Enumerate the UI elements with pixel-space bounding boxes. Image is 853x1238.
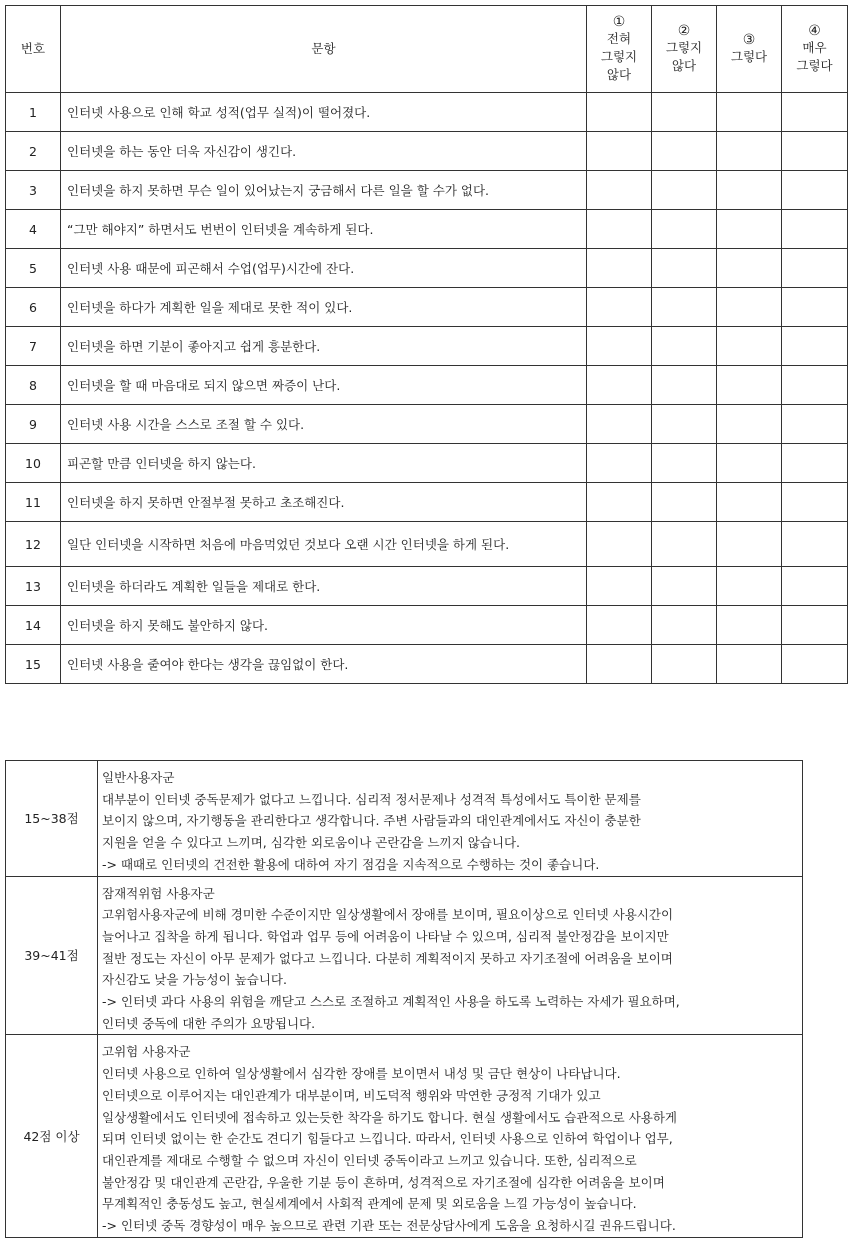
answer-cell-3[interactable]	[717, 567, 782, 606]
question-row	[6, 327, 848, 366]
score-range: 39~41점	[6, 876, 98, 1035]
question-row	[6, 483, 848, 522]
option-4-label-line: 매우	[802, 40, 827, 55]
question-row	[6, 567, 848, 606]
score-description	[98, 876, 803, 1035]
question-row	[6, 288, 848, 327]
option-header-2	[652, 6, 717, 93]
score-row-high-risk	[6, 1035, 803, 1237]
score-row-general	[6, 761, 803, 877]
question-row	[6, 132, 848, 171]
answer-cell-4[interactable]	[782, 93, 848, 132]
question-row	[6, 444, 848, 483]
answer-cell-2[interactable]	[652, 405, 717, 444]
option-3-label-line: 그렇다	[730, 49, 768, 64]
description-line: 인터넷 사용으로 인하여 일상생활에서 심각한 장애를 보이면서 내성 및 금단 현상이 나타납니다.	[102, 1066, 621, 1082]
option-4-label-line: 그렇다	[796, 58, 833, 73]
question-number: 9	[6, 405, 61, 444]
answer-cell-1[interactable]	[587, 327, 652, 366]
answer-cell-3[interactable]	[717, 483, 782, 522]
answer-cell-4[interactable]	[782, 567, 848, 606]
question-text: 인터넷을 하지 못해도 불안하지 않다.	[61, 606, 587, 645]
answer-cell-1[interactable]	[587, 444, 652, 483]
question-text: 인터넷을 하지 못하면 무슨 일이 있어났는지 궁금해서 다른 일을 할 수가 없다.	[61, 171, 587, 210]
answer-cell-2[interactable]	[652, 249, 717, 288]
answer-cell-1[interactable]	[587, 132, 652, 171]
answer-cell-3[interactable]	[717, 405, 782, 444]
answer-cell-4[interactable]	[782, 606, 848, 645]
answer-cell-4[interactable]	[782, 444, 848, 483]
score-row-potential-risk	[6, 876, 803, 1035]
answer-cell-4[interactable]	[782, 645, 848, 684]
answer-cell-3[interactable]	[717, 444, 782, 483]
question-text: 인터넷을 하다가 계획한 일을 제대로 못한 적이 있다.	[61, 288, 587, 327]
answer-cell-4[interactable]	[782, 327, 848, 366]
answer-cell-4[interactable]	[782, 522, 848, 567]
advice-line: -> 때때로 인터넷의 건전한 활용에 대하여 자기 점검을 지속적으로 수행하는 것이 좋습니다.	[102, 856, 600, 872]
answer-cell-1[interactable]	[587, 93, 652, 132]
answer-cell-4[interactable]	[782, 210, 848, 249]
question-number: 13	[6, 567, 61, 606]
answer-cell-2[interactable]	[652, 171, 717, 210]
description-line: 되며 인터넷 없이는 한 순간도 견디기 힘들다고 느낍니다. 따라서, 인터넷 사용으로 인하여 학업이나 업무,	[102, 1131, 673, 1147]
question-text: 피곤할 만큼 인터넷을 하지 않는다.	[61, 444, 587, 483]
option-1-label-line: 전혀	[606, 31, 632, 46]
question-text: 일단 인터넷을 시작하면 처음에 마음먹었던 것보다 오랜 시간 인터넷을 하게 된다.	[61, 522, 587, 567]
description-line: 인터넷으로 이루어지는 대인관계가 대부분이며, 비도덕적 행위와 막연한 긍정적 기대가 있고	[102, 1087, 601, 1103]
answer-cell-1[interactable]	[587, 210, 652, 249]
question-number: 1	[6, 93, 61, 132]
question-row	[6, 249, 848, 288]
answer-cell-3[interactable]	[717, 606, 782, 645]
question-number: 10	[6, 444, 61, 483]
description-line: 일상생활에서도 인터넷에 접속하고 있는듯한 착각을 하기도 합니다. 현실 생활에서도 습관적으로 사용하게	[102, 1109, 678, 1125]
question-row	[6, 645, 848, 684]
score-range: 15~38점	[6, 761, 98, 877]
answer-cell-2[interactable]	[652, 288, 717, 327]
answer-cell-3[interactable]	[717, 522, 782, 567]
number-header: 번호	[6, 6, 61, 93]
question-row	[6, 93, 848, 132]
option-header-1	[587, 6, 652, 93]
question-text: 인터넷을 하더라도 계획한 일들을 제대로 한다.	[61, 567, 587, 606]
answer-cell-3[interactable]	[717, 210, 782, 249]
question-text: 인터넷을 하면 기분이 좋아지고 쉽게 흥분한다.	[61, 327, 587, 366]
question-number: 5	[6, 249, 61, 288]
answer-cell-2[interactable]	[652, 483, 717, 522]
question-number: 12	[6, 522, 61, 567]
answer-cell-1[interactable]	[587, 567, 652, 606]
advice-line: 인터넷 중독에 대한 주의가 요망됩니다.	[102, 1015, 316, 1031]
question-number: 14	[6, 606, 61, 645]
option-1-label-line: 그렇지	[600, 49, 638, 64]
option-1-mark: ①	[612, 14, 626, 30]
question-text: 인터넷 사용을 줄여야 한다는 생각을 끊임없이 한다.	[61, 645, 587, 684]
answer-cell-2[interactable]	[652, 327, 717, 366]
description-line: 지원을 얻을 수 있다고 느끼며, 심각한 외로움이나 곤란감을 느끼지 않습니다.	[102, 835, 521, 851]
answer-cell-2[interactable]	[652, 93, 717, 132]
answer-cell-3[interactable]	[717, 93, 782, 132]
description-line: 대부분이 인터넷 중독문제가 없다고 느낍니다. 심리적 정서문제나 성격적 특성에서도 특이한 문제를	[102, 791, 641, 807]
question-row	[6, 606, 848, 645]
answer-cell-4[interactable]	[782, 249, 848, 288]
answer-cell-4[interactable]	[782, 483, 848, 522]
question-number: 15	[6, 645, 61, 684]
question-row	[6, 405, 848, 444]
question-row	[6, 210, 848, 249]
answer-cell-3[interactable]	[717, 249, 782, 288]
option-2-mark: ②	[677, 23, 691, 39]
answer-cell-2[interactable]	[652, 567, 717, 606]
answer-cell-2[interactable]	[652, 210, 717, 249]
option-3-mark: ③	[742, 32, 756, 48]
answer-cell-4[interactable]	[782, 171, 848, 210]
question-text: “그만 해야지” 하면서도 번번이 인터넷을 계속하게 된다.	[61, 210, 587, 249]
description-line: 무계획적인 충동성도 높고, 현실세계에서 사회적 관계에 문제 및 외로움을 느낄 가능성이 높습니다.	[102, 1196, 637, 1212]
option-2-label-line: 그렇지	[665, 40, 703, 55]
question-number: 8	[6, 366, 61, 405]
question-number: 7	[6, 327, 61, 366]
description-line: 고위험사용자군에 비해 경미한 수준이지만 일상생활에서 장애를 보이며, 필요이상으로 인터넷 사용시간이	[102, 907, 674, 923]
answer-cell-2[interactable]	[652, 366, 717, 405]
answer-cell-1[interactable]	[587, 645, 652, 684]
answer-cell-3[interactable]	[717, 645, 782, 684]
score-table	[5, 760, 803, 1238]
answer-cell-4[interactable]	[782, 288, 848, 327]
question-row	[6, 171, 848, 210]
answer-cell-1[interactable]	[587, 606, 652, 645]
answer-cell-3[interactable]	[717, 288, 782, 327]
group-title: 고위험 사용자군	[102, 1044, 191, 1060]
question-text: 인터넷을 하는 동안 더욱 자신감이 생긴다.	[61, 132, 587, 171]
option-header-4	[782, 6, 848, 93]
answer-cell-3[interactable]	[717, 171, 782, 210]
question-header: 문항	[61, 6, 587, 93]
answer-cell-1[interactable]	[587, 483, 652, 522]
question-text: 인터넷을 할 때 마음대로 되지 않으면 짜증이 난다.	[61, 366, 587, 405]
answer-cell-4[interactable]	[782, 132, 848, 171]
answer-cell-1[interactable]	[587, 405, 652, 444]
question-number: 2	[6, 132, 61, 171]
answer-cell-1[interactable]	[587, 171, 652, 210]
answer-cell-1[interactable]	[587, 366, 652, 405]
question-row	[6, 522, 848, 567]
answer-cell-3[interactable]	[717, 327, 782, 366]
advice-line: -> 인터넷 과다 사용의 위험을 깨닫고 스스로 조절하고 계획적인 사용을 하도록 노력하는 자세가 필요하며,	[102, 994, 680, 1010]
answer-cell-2[interactable]	[652, 606, 717, 645]
description-line: 불안정감 및 대인관계 곤란감, 우울한 기분 등이 흔하며, 성격적으로 자기조절에 심각한 어려움을 보이며	[102, 1174, 665, 1190]
question-row	[6, 366, 848, 405]
answer-cell-1[interactable]	[587, 249, 652, 288]
question-number: 4	[6, 210, 61, 249]
description-line: 대인관계를 제대로 수행할 수 없으며 자신이 인터넷 중독이라고 느끼고 있습니다. 또한, 심리적으로	[102, 1152, 637, 1168]
question-number: 6	[6, 288, 61, 327]
answer-cell-1[interactable]	[587, 522, 652, 567]
description-line: 늘어나고 집착을 하게 됩니다. 학업과 업무 등에 어려움이 나타날 수 있으며, 심리적 불안정감을 보이지만	[102, 928, 669, 944]
option-header-3	[717, 6, 782, 93]
description-line: 보이지 않으며, 자기행동을 관리한다고 생각합니다. 주변 사람들과의 대인관계에서도 자신이 충분한	[102, 813, 641, 829]
answer-cell-4[interactable]	[782, 366, 848, 405]
question-number: 11	[6, 483, 61, 522]
score-range: 42점 이상	[6, 1035, 98, 1237]
option-4-mark: ④	[808, 23, 821, 39]
option-1-label-line: 않다	[606, 67, 632, 82]
question-text: 인터넷 사용으로 인해 학교 성적(업무 실적)이 떨어졌다.	[61, 93, 587, 132]
question-text: 인터넷을 하지 못하면 안절부절 못하고 초조해진다.	[61, 483, 587, 522]
group-title: 잠재적위험 사용자군	[102, 885, 215, 901]
answer-cell-3[interactable]	[717, 132, 782, 171]
score-description	[98, 761, 803, 877]
survey-header-row	[6, 6, 848, 93]
answer-cell-2[interactable]	[652, 132, 717, 171]
answer-cell-3[interactable]	[717, 366, 782, 405]
group-title: 일반사용자군	[102, 770, 175, 785]
answer-cell-4[interactable]	[782, 405, 848, 444]
answer-cell-2[interactable]	[652, 444, 717, 483]
answer-cell-2[interactable]	[652, 645, 717, 684]
survey-table	[5, 5, 848, 684]
answer-cell-2[interactable]	[652, 522, 717, 567]
question-number: 3	[6, 171, 61, 210]
description-line: 자신감도 낮을 가능성이 높습니다.	[102, 972, 287, 988]
advice-line: -> 인터넷 중독 경향성이 매우 높으므로 관련 기관 또는 전문상담사에게 도움을 요청하시길 권유드립니다.	[102, 1218, 676, 1234]
answer-cell-1[interactable]	[587, 288, 652, 327]
score-description	[98, 1035, 803, 1237]
option-2-label-line: 않다	[671, 58, 697, 73]
question-text: 인터넷 사용 시간을 스스로 조절 할 수 있다.	[61, 405, 587, 444]
description-line: 절반 정도는 자신이 아무 문제가 없다고 느낍니다. 다분히 계획적이지 못하고 자기조절에 어려움을 보이며	[102, 950, 673, 966]
question-text: 인터넷 사용 때문에 피곤해서 수업(업무)시간에 잔다.	[61, 249, 587, 288]
